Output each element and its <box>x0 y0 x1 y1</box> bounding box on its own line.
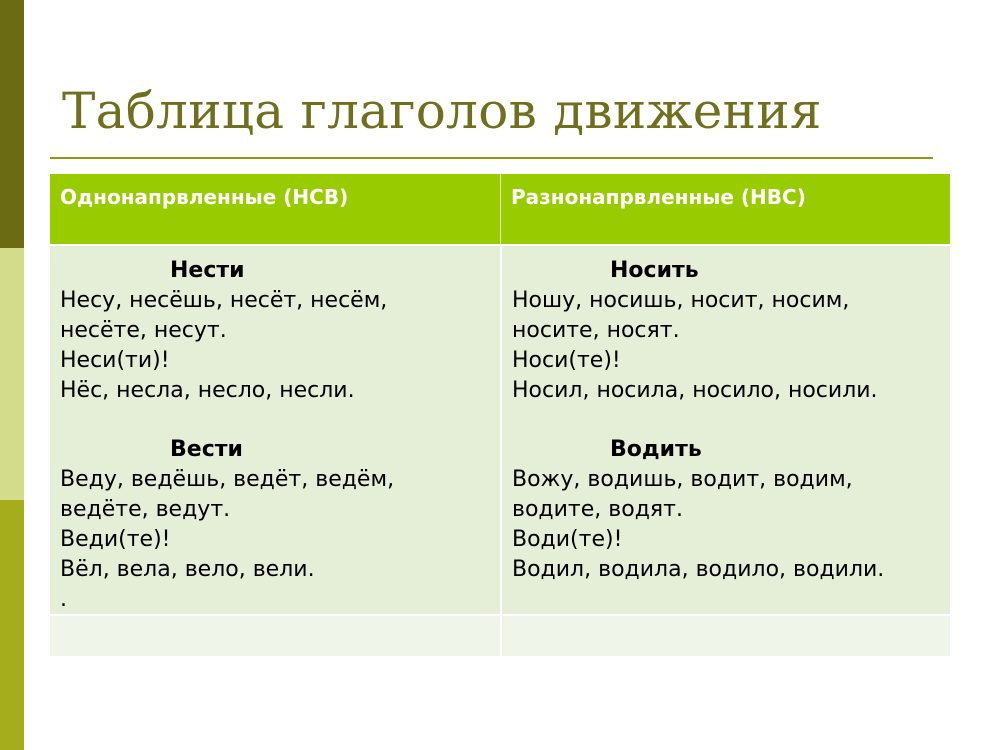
table-header-multidirectional: Разнонапрвленные (НВС) <box>500 174 950 244</box>
past-tense-line: Вёл, вела, вело, вели. <box>60 557 315 582</box>
trailing-mark: . <box>60 587 67 612</box>
slide-title: Таблица глаголов движения <box>62 82 822 140</box>
sidebar-stripe-middle <box>0 248 24 500</box>
imperative-line: Води(те)! <box>512 527 623 552</box>
table-cell-empty <box>50 614 500 656</box>
past-tense-line: Водил, водила, водило, водили. <box>512 557 885 582</box>
imperative-line: Неси(ти)! <box>60 348 170 373</box>
past-tense-line: Носил, носила, носило, носили. <box>512 378 878 403</box>
verb-heading: Носить <box>610 258 699 283</box>
verb-heading: Нести <box>170 258 245 283</box>
table-cell-empty <box>500 614 950 656</box>
table-header-unidirectional: Однонапрвленные (НСВ) <box>50 174 500 244</box>
conjugation-line: Веду, ведёшь, ведёт, ведём, <box>60 467 395 492</box>
conjugation-line: водите, водят. <box>512 497 683 522</box>
conjugation-line: Несу, несёшь, несёт, несём, <box>60 288 388 313</box>
table-cell-unidirectional <box>50 244 500 614</box>
sidebar-stripe-top <box>0 0 24 248</box>
imperative-line: Носи(те)! <box>512 348 621 373</box>
verb-heading: Вести <box>170 437 243 462</box>
imperative-line: Веди(те)! <box>60 527 171 552</box>
table-cell-multidirectional <box>500 244 950 614</box>
title-underline <box>50 157 933 159</box>
conjugation-line: Ношу, носишь, носит, носим, <box>512 288 850 313</box>
verb-heading: Водить <box>610 437 702 462</box>
sidebar-stripe-bottom <box>0 500 24 750</box>
conjugation-line: ведёте, ведут. <box>60 497 231 522</box>
conjugation-line: носите, носят. <box>512 318 680 343</box>
conjugation-line: несёте, несут. <box>60 318 227 343</box>
past-tense-line: Нёс, несла, несло, несли. <box>60 378 355 403</box>
conjugation-line: Вожу, водишь, водит, водим, <box>512 467 853 492</box>
